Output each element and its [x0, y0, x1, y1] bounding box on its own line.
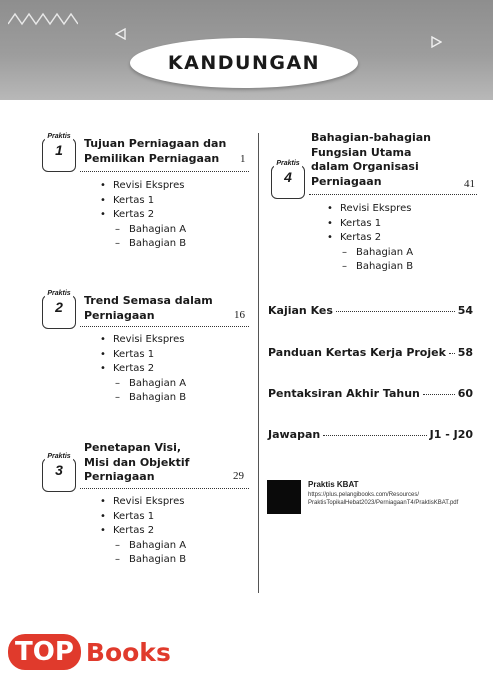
chapter-title-line: Perniagaan [84, 308, 155, 322]
badge-number: 4 [284, 169, 292, 185]
toc-dots [336, 311, 455, 312]
chapter-dotted-rule [80, 326, 249, 327]
toc-page: J1 - J20 [429, 428, 473, 441]
subitem: • Kertas 1 [113, 348, 186, 363]
logo-books: Books [85, 637, 171, 667]
badge-label: Praktis [47, 133, 71, 140]
toc-dots [449, 353, 455, 354]
toc-entry-kajian-kes [268, 304, 473, 317]
badge-number: 2 [55, 299, 63, 315]
column-divider [258, 133, 259, 593]
chapter-title-line: Perniagaan [84, 470, 155, 483]
badge-label: Praktis [47, 453, 71, 460]
subitem: – Bahagian B [129, 391, 186, 406]
subitem: • Revisi Ekspres [340, 202, 413, 217]
chapter-title [84, 294, 213, 323]
title-pill [130, 38, 358, 88]
kbat-url[interactable] [308, 491, 458, 507]
chapter-title-line: Pemilikan Perniagaan [84, 151, 220, 165]
chapter-title-line: Misi dan Objektif [84, 455, 190, 469]
topbooks-logo [8, 634, 171, 670]
kbat-url-line: https://plus.pelangibooks.com/Resources/ [308, 492, 420, 498]
badge-number: 1 [55, 142, 63, 158]
toc-page: 58 [457, 346, 473, 359]
subitem: – Bahagian A [129, 377, 186, 392]
praktis-badge [42, 290, 76, 329]
chapter-title [311, 131, 431, 189]
triangle-left-decoration [115, 28, 127, 40]
chapter-title-line: dalam Organisasi [311, 160, 419, 173]
chapter-subitems [113, 333, 186, 406]
subitem: • Kertas 1 [340, 217, 413, 232]
logo-top: TOP [8, 634, 81, 670]
subitem: – Bahagian A [129, 539, 186, 554]
toc-entry-panduan [268, 346, 473, 359]
toc-label: Jawapan [268, 428, 321, 441]
toc-dots [423, 394, 455, 395]
chapter-title-line: Bahagian-bahagian [311, 131, 431, 144]
toc-dots [323, 435, 426, 436]
toc-entry-jawapan [268, 428, 473, 441]
zigzag-decoration [8, 10, 78, 28]
header-band [0, 0, 493, 100]
subitem: • Kertas 2 [340, 231, 413, 246]
subitem: – Bahagian A [129, 223, 186, 238]
chapter-page: 41 [464, 178, 475, 190]
chapter-title-line: Tujuan Perniagaan dan [84, 137, 227, 150]
chapter-subitems [113, 179, 186, 252]
kbat-url-line: PraktisTopikalHebat2023/PerniagaanT4/PraktisKBAT.pdf [308, 500, 459, 506]
chapter-title-line: Penetapan Visi, [84, 441, 182, 454]
badge-label: Praktis [47, 290, 71, 297]
chapter-dotted-rule [309, 194, 477, 195]
praktis-badge [42, 133, 76, 172]
chapter-page: 16 [234, 309, 245, 321]
qr-code [267, 480, 301, 514]
toc-label: Panduan Kertas Kerja Projek [268, 346, 446, 359]
chapter-page: 29 [233, 470, 244, 482]
chapter-title [84, 137, 226, 166]
kbat-title: Praktis KBAT [308, 480, 359, 489]
chapter-dotted-rule [80, 171, 249, 172]
chapter-title [84, 441, 189, 485]
chapter-title-line: Perniagaan [311, 174, 382, 188]
toc-label: Kajian Kes [268, 304, 333, 317]
page-title: KANDUNGAN [167, 52, 321, 74]
subitem: • Kertas 1 [113, 194, 186, 209]
praktis-badge [271, 160, 305, 199]
chapter-title-line: Trend Semasa dalam [84, 294, 213, 307]
chapter-dotted-rule [80, 488, 249, 489]
badge-number: 3 [55, 462, 63, 478]
subitem: – Bahagian B [356, 260, 413, 275]
subitem: – Bahagian B [129, 553, 186, 568]
subitem: • Kertas 2 [113, 524, 186, 539]
toc-page: 60 [457, 387, 473, 400]
subitem: • Kertas 2 [113, 208, 186, 223]
subitem: • Revisi Ekspres [113, 495, 186, 510]
triangle-right-decoration [430, 36, 442, 48]
chapter-page: 1 [240, 153, 246, 165]
subitem: – Bahagian B [129, 237, 186, 252]
chapter-title-line: Fungsian Utama [311, 145, 412, 159]
subitem: • Revisi Ekspres [113, 179, 186, 194]
subitem: – Bahagian A [356, 246, 413, 261]
badge-label: Praktis [276, 160, 300, 167]
praktis-badge [42, 453, 76, 492]
subitem: • Kertas 1 [113, 510, 186, 525]
toc-entry-pentaksiran [268, 387, 473, 400]
toc-label: Pentaksiran Akhir Tahun [268, 387, 420, 400]
subitem: • Revisi Ekspres [113, 333, 186, 348]
subitem: • Kertas 2 [113, 362, 186, 377]
toc-page: 54 [457, 304, 473, 317]
chapter-subitems [113, 495, 186, 568]
chapter-subitems [340, 202, 413, 275]
